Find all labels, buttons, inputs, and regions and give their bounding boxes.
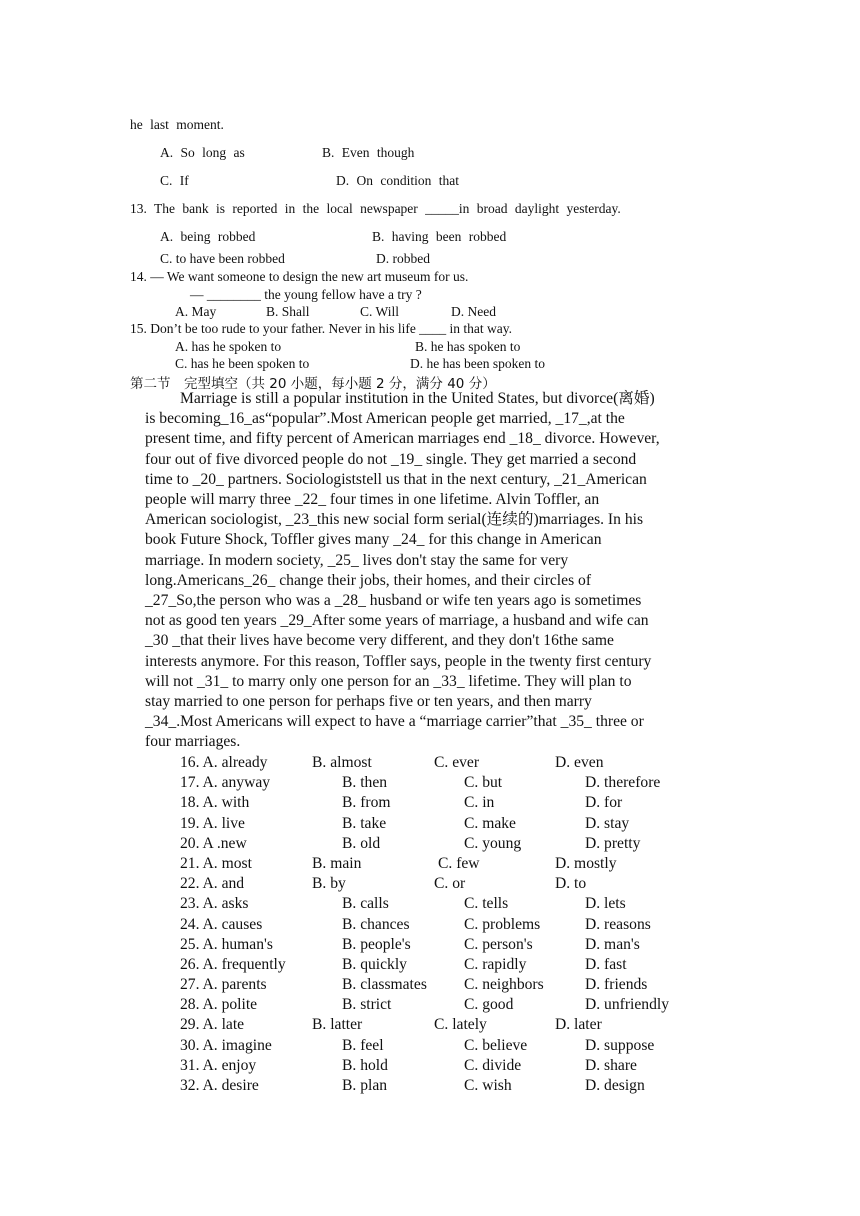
option-a: 16. A. already <box>180 754 268 771</box>
option-a: 29. A. late <box>180 1016 245 1034</box>
q13-option-c: C. to have been robbed <box>160 251 285 266</box>
option-c: C. but <box>464 774 503 792</box>
option-d: D. therefore <box>585 774 661 792</box>
q13-stem: 13. The bank is reported in the local newspaper _____in broad daylight yesterday. <box>130 201 621 216</box>
option-d: D. design <box>585 1077 645 1094</box>
option-b: B. from <box>342 794 391 812</box>
passage-line: present time, and fifty percent of American marriages end _18_ divorce. However, <box>145 430 660 448</box>
option-a: 27. A. parents <box>180 976 267 994</box>
option-c: C. problems <box>464 915 541 933</box>
q15-option-c: C. has he been spoken to <box>175 356 310 371</box>
option-a: 25. A. human's <box>180 935 273 953</box>
q14-option-b: B. Shall <box>266 304 310 319</box>
option-c: C. wish <box>464 1077 512 1094</box>
passage-line: time to _20_ partners. Sociologiststell us that in the next century, _21_American <box>145 470 647 488</box>
passage-line: Marriage is still a popular institution in the United States, but divorce(离婚) <box>180 390 655 407</box>
option-b: B. then <box>342 774 388 792</box>
option-a: 22. A. and <box>180 875 245 893</box>
option-b: B. classmates <box>342 976 427 994</box>
option-b: B. almost <box>312 754 372 771</box>
option-a: 30. A. imagine <box>180 1036 272 1054</box>
q15-option-a: A. has he spoken to <box>175 339 282 354</box>
q14-stem: 14. — We want someone to design the new art museum for us. <box>130 269 469 284</box>
option-a: 28. A. polite <box>180 996 258 1014</box>
option-a: 21. A. most <box>180 854 252 872</box>
option-d: D. man's <box>585 935 640 953</box>
q15-option-d: D. he has been spoken to <box>410 356 545 371</box>
option-d: D. stay <box>585 814 630 832</box>
option-b: B. old <box>342 834 381 852</box>
option-d: D. friends <box>585 976 648 994</box>
option-c: C. young <box>464 834 522 852</box>
option-c: C. person's <box>464 935 533 953</box>
option-c: C. tells <box>464 895 509 913</box>
option-b: B. strict <box>342 996 392 1014</box>
q14-option-a: A. May <box>175 304 217 319</box>
q12-tail: he last moment. <box>130 117 224 132</box>
option-d: D. mostly <box>555 854 617 872</box>
option-d: D. share <box>585 1056 637 1074</box>
option-a: 31. A. enjoy <box>180 1056 257 1074</box>
option-a: 32. A. desire <box>180 1077 259 1094</box>
passage-line: not as good ten years _29_After some years of marriage, a husband and wife can <box>145 612 649 630</box>
option-b: B. chances <box>342 915 410 933</box>
section-heading: 第二节 完型填空（共 20 小题，每小题 2 分，满分 40 分） <box>130 376 496 392</box>
passage-line: long.Americans_26_ change their jobs, their homes, and their circles of <box>145 571 592 589</box>
option-b: B. main <box>312 854 362 872</box>
option-c: C. lately <box>434 1016 487 1034</box>
passage-line: book Future Shock, Toffler gives many _24_ for this change in American <box>145 531 602 549</box>
option-b: B. hold <box>342 1056 388 1074</box>
option-c: C. in <box>464 794 495 812</box>
passage-line: is becoming_16_as“popular”.Most American people get married, _17_,at the <box>145 410 625 428</box>
option-a: 19. A. live <box>180 814 245 832</box>
passage-line: people will marry three _22_ four times in one lifetime. Alvin Toffler, an <box>145 491 600 509</box>
passage-line: American sociologist, _23_this new social form serial(连续的)marriages. In his <box>145 511 644 529</box>
option-d: D. unfriendly <box>585 996 670 1014</box>
option-c: C. good <box>464 996 514 1014</box>
option-b: B. plan <box>342 1077 388 1094</box>
option-d: D. even <box>555 754 604 771</box>
q14-reply: — ________ the young fellow have a try ? <box>190 287 422 302</box>
option-b: B. latter <box>312 1016 363 1034</box>
option-a: 17. A. anyway <box>180 774 271 792</box>
option-c: C. ever <box>434 754 480 771</box>
option-c: C. rapidly <box>464 955 527 973</box>
passage-line: stay married to one person for perhaps five or ten years, and then marry <box>145 693 592 711</box>
passage-line: _27_So,the person who was a _28_ husband or wife ten years ago is sometimes <box>145 592 642 610</box>
option-b: B. feel <box>342 1036 384 1054</box>
passage-line: marriage. In modern society, _25_ lives don't stay the same for very <box>145 551 569 569</box>
q14-option-c: C. Will <box>360 304 399 319</box>
option-d: D. suppose <box>585 1036 655 1054</box>
option-a: 20. A .new <box>180 834 247 852</box>
option-b: B. calls <box>342 895 389 913</box>
passage-line: four marriages. <box>145 733 241 751</box>
option-b: B. people's <box>342 935 411 953</box>
option-c: C. neighbors <box>464 976 544 994</box>
option-c: C. or <box>434 875 466 893</box>
option-d: D. lets <box>585 895 626 913</box>
option-b: B. by <box>312 875 346 893</box>
q12-option-c: C. If <box>160 173 189 188</box>
q15-option-b: B. he has spoken to <box>415 339 521 354</box>
option-a: 26. A. frequently <box>180 955 286 973</box>
option-d: D. later <box>555 1016 602 1034</box>
option-a: 24. A. causes <box>180 915 263 933</box>
option-c: C. few <box>438 854 480 872</box>
option-d: D. pretty <box>585 834 641 852</box>
option-b: B. quickly <box>342 955 407 973</box>
q12-option-d: D. On condition that <box>336 173 459 188</box>
passage-line: four out of five divorced people do not _19_ single. They get married a second <box>145 450 637 468</box>
option-c: C. divide <box>464 1056 522 1074</box>
q12-option-b: B. Even though <box>322 145 415 160</box>
option-b: B. take <box>342 814 387 832</box>
option-a: 18. A. with <box>180 794 250 812</box>
q12-option-a: A. So long as <box>160 145 245 160</box>
q15-stem: 15. Don’t be too rude to your father. Never in his life ____ in that way. <box>130 321 513 336</box>
cloze-passage <box>145 389 735 753</box>
passage-line: _34_.Most Americans will expect to have a “marriage carrier”that _35_ three or <box>145 713 644 731</box>
option-d: D. reasons <box>585 915 651 933</box>
q13-option-a: A. being robbed <box>160 229 256 244</box>
option-a: 23. A. asks <box>180 895 249 913</box>
passage-line: will not _31_ to marry only one person for an _33_ lifetime. They will plan to <box>145 672 632 690</box>
passage-line: _30 _that their lives have become very different, and they don't 16the same <box>145 632 614 650</box>
q14-option-d: D. Need <box>451 304 496 319</box>
q13-option-d: D. robbed <box>376 251 430 266</box>
option-d: D. fast <box>585 955 627 973</box>
option-d: D. to <box>555 875 587 893</box>
option-c: C. believe <box>464 1036 528 1054</box>
q13-option-b: B. having been robbed <box>372 229 507 244</box>
passage-line: interests anymore. For this reason, Toffler says, people in the twenty first century <box>145 652 652 670</box>
option-d: D. for <box>585 794 623 812</box>
option-c: C. make <box>464 814 516 832</box>
